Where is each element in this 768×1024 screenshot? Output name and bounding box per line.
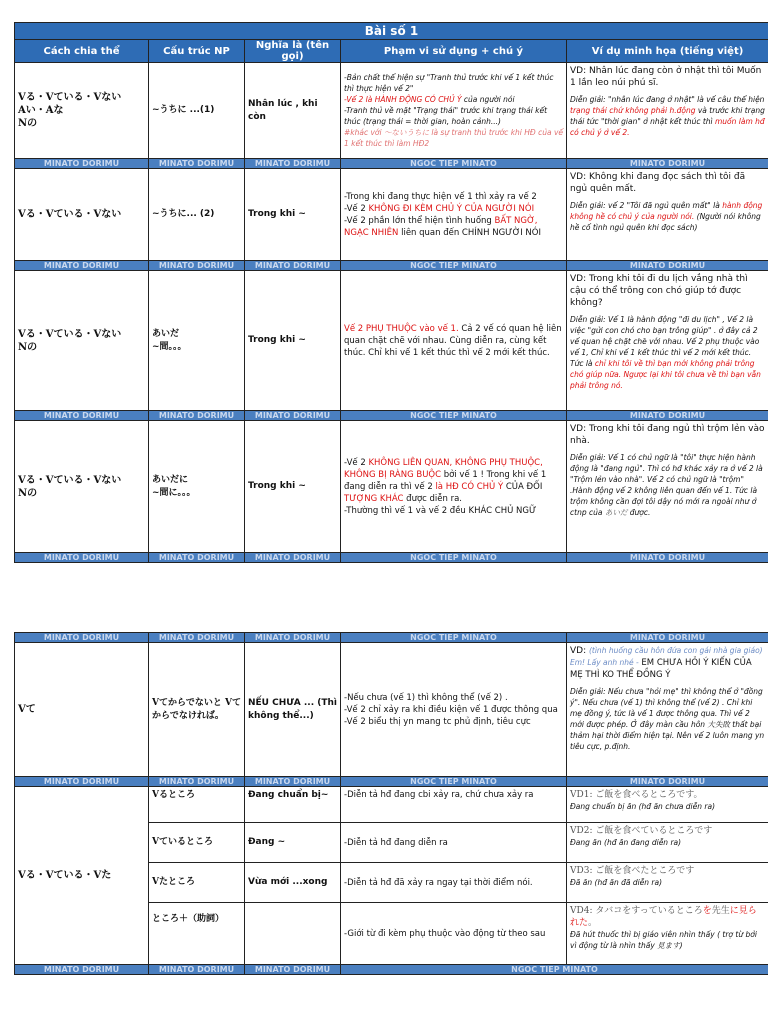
jp-particle: に	[729, 906, 739, 916]
note-text: Diễn giải: Vế 1 là hành động "đi du lịch" , Vế 2 là việc "gửi con chó cho bạn trông giúp" . ở đây cả 2 vế quan hệ chặt chẽ với nhau. Vế 2 phụ thuộc vào vế 1, Chỉ khi vế 1 kết thúc thì vế 2 mới kết thúc. Tức là	[570, 315, 760, 368]
band-label: MINATO DORIMU	[245, 965, 341, 975]
usage-line: -Vế 2 biểu thị yn mang tc phủ định, tiêu cực	[344, 716, 531, 727]
example-jp: VD2: ご飯を食べているところです	[570, 826, 713, 836]
note-highlight: chỉ khi tôi về thì bạn mới không phải trông chó giúp nữa. Ngược lại khi tôi chưa về thì bạn vẫn phải trông nó.	[570, 359, 761, 390]
note-text: Diễn giải: Vế 1 có chủ ngữ là "tôi" thực hiện hành động là "đang ngủ". Thì có hđ khác xảy ra ở vế 2 là "Trộm lẻn vào nhà". Vế 2 có chủ ngữ là "trộm" .Hành động vế 2 không liên quan đến vế 1. Tức là trộm không cần đợi tôi dậy nó mới ra ngoài như ở ctnp của	[570, 453, 763, 517]
example-note	[570, 200, 765, 233]
usage-line: -Nếu chưa (vế 1) thì không thể (vế 2) .	[344, 692, 508, 703]
note-highlight: muốn làm hđ có chủ ý ở vế 2.	[570, 117, 765, 137]
example-text: VD: Không khi đang đọc sách thì tôi đã ngủ quên mất.	[570, 172, 746, 194]
band-label: MINATO DORIMU	[149, 965, 245, 975]
note-text: (Người nói không hề cố tình ngủ quên khi đọc sách)	[570, 212, 761, 232]
usage-cell: -Diễn tả hđ đã xảy ra ngay tại thời điểm nói.	[341, 863, 567, 903]
band-label: MINATO DORIMU	[567, 159, 768, 169]
structure-text: あいだに	[152, 474, 189, 485]
structure-cell	[149, 421, 245, 553]
example-jp: VD3: ご飯を食べたところです	[570, 866, 695, 876]
example-answer: EM CHƯA HỎI Ý KIẾN CỦA MẸ THÌ KO THỂ ĐỒNG Ý	[570, 658, 752, 680]
band-label: MINATO DORIMU	[15, 261, 149, 271]
form-cell: Vる・Vている・Vた	[15, 787, 149, 965]
jp-text: VD4: タバコをすっているところ	[570, 906, 703, 916]
example-cell	[567, 63, 768, 159]
usage-highlight: KHÔNG LIÊN QUAN, KHÔNG PHỤ THUỘC, KHÔNG BỊ RÀNG BUỘC	[344, 457, 543, 480]
note-text: Diễn giải: "nhân lúc đang ở nhật" là vế câu thể hiện	[570, 95, 765, 104]
header-row	[15, 40, 768, 63]
jp-text: 先生	[711, 906, 730, 916]
usage-text: -Vế 2	[344, 457, 369, 468]
structure-cell: Vてからでないと Vてからでなければ。	[149, 643, 245, 777]
usage-cell: -Diễn tả hđ đang cbi xảy ra, chứ chưa xảy ra	[341, 787, 567, 823]
usage-line	[344, 94, 563, 105]
example-vi: Đã ăn (hđ ăn đã diễn ra)	[570, 878, 663, 887]
example-note	[570, 94, 765, 138]
meaning-cell: Trong khi ~	[245, 421, 341, 553]
form-text: Nの	[18, 341, 38, 353]
usage-highlight: -Vế 2 là HÀNH ĐỘNG CÓ CHỦ Ý	[344, 95, 462, 104]
band-label: MINATO DORIMU	[245, 633, 341, 643]
table-row	[15, 643, 768, 777]
watermark-band	[15, 159, 768, 169]
structure-cell: ~うちに... (2)	[149, 169, 245, 261]
band-label: MINATO DORIMU	[567, 553, 768, 563]
usage-line: -Tranh thủ về mặt "Trạng thái" trước khi trạng thái kết thúc (trạng thái = thời gian, hoàn cảnh...)	[344, 106, 548, 126]
structure-cell: Vているところ	[149, 823, 245, 863]
watermark-band	[15, 965, 768, 975]
band-label: MINATO DORIMU	[149, 777, 245, 787]
band-label: MINATO DORIMU	[149, 553, 245, 563]
note-highlight: trạng thái chứ không phải h.động	[570, 106, 696, 115]
structure-text: ~間。。。	[152, 341, 187, 352]
table-row	[15, 169, 768, 261]
table-title: Bài số 1	[15, 23, 768, 40]
header-meaning: Nghĩa là (tên gọi)	[245, 40, 341, 63]
usage-highlight: KHÔNG ĐI KÈM CHỦ Ý CỦA NGƯỜI NÓI	[368, 203, 535, 214]
usage-text: liên quan đến CHÍNH NGƯỜI NÓI	[398, 227, 541, 238]
meaning-cell: NẾU CHƯA ... (Thì không thể...)	[245, 643, 341, 777]
band-label: MINATO DORIMU	[15, 553, 149, 563]
form-cell: Vて	[15, 643, 149, 777]
usage-line	[344, 203, 563, 215]
band-label: MINATO DORIMU	[15, 411, 149, 421]
example-vi	[570, 929, 765, 951]
band-label: MINATO DORIMU	[149, 261, 245, 271]
watermark-band	[15, 633, 768, 643]
example-jp: VD1: ご飯を食べるところです。	[570, 790, 703, 800]
usage-text: -Vế 2	[344, 203, 369, 214]
meaning-cell: Nhân lúc , khi còn	[245, 63, 341, 159]
usage-highlight: BẤT NGỜ, NGẠC NHIÊN	[344, 215, 538, 238]
form-cell	[15, 271, 149, 411]
usage-text: CỦA ĐỐI	[503, 481, 543, 492]
usage-cell	[341, 421, 567, 553]
usage-line	[344, 215, 563, 239]
meaning-cell: Đang chuẩn bị~	[245, 787, 341, 823]
usage-line: -Bản chất thể hiện sự "Tranh thủ trước khi vế 1 kết thúc thì thực hiện vế 2"	[344, 73, 554, 93]
band-label: MINATO DORIMU	[149, 411, 245, 421]
meaning-cell: Vừa mới ...xong	[245, 863, 341, 903]
table-row	[15, 63, 768, 159]
example-text	[570, 657, 765, 681]
usage-highlight: Vế 2 PHỤ THUỘC vào vế 1.	[344, 323, 459, 334]
table-row	[15, 421, 768, 553]
note-highlight: あいだ	[604, 508, 628, 517]
note-highlight: hành động không hề có chủ ý của người nói.	[570, 201, 763, 221]
example-cell	[567, 271, 768, 411]
band-label: NGOC TIEP MINATO	[341, 553, 567, 563]
structure-cell: ~うちに ...(1)	[149, 63, 245, 159]
form-text: Nの	[18, 487, 38, 499]
form-cell	[15, 421, 149, 553]
example-note	[570, 452, 765, 518]
usage-cell: -Diễn tả hđ đang diễn ra	[341, 823, 567, 863]
example-text: VD: Trong khi tôi đang ngủ thì trộm lẻn vào nhà.	[570, 424, 765, 446]
usage-line: -Thường thì vế 1 và vế 2 đều KHÁC CHỦ NGỮ	[344, 505, 537, 516]
meaning-cell	[245, 903, 341, 965]
usage-text: của người nói	[461, 95, 515, 104]
example-context: Em! Lấy anh nhé -	[570, 658, 639, 667]
usage-cell	[341, 63, 567, 159]
vi-text: )	[679, 941, 683, 950]
band-label: MINATO DORIMU	[245, 777, 341, 787]
usage-highlight: TƯỢNG KHÁC	[344, 493, 404, 504]
usage-cell	[341, 643, 567, 777]
jp-text: 。	[588, 918, 598, 928]
note-text: và trước khi trạng thái tức "thời gian" ở nhật kết thúc thì	[570, 106, 765, 126]
example-context: (tình huống cầu hôn đứa con gái nhà gia giáo)	[588, 646, 763, 655]
band-label: MINATO DORIMU	[15, 633, 149, 643]
example-cell	[567, 421, 768, 553]
table-row	[15, 271, 768, 411]
structure-cell: Vるところ	[149, 787, 245, 823]
band-label: MINATO DORIMU	[567, 633, 768, 643]
usage-note: #khác với ～ないうちに là sự tranh thủ trước khi HĐ của vế 1 kết thúc thì làm HĐ2	[344, 128, 563, 148]
example-cell	[567, 169, 768, 261]
example-text	[570, 645, 765, 657]
vi-text: Đã hút thuốc thì bị giáo viên nhìn thấy ( trợ từ bởi vì động từ là nhìn thấy	[570, 930, 757, 950]
meaning-cell: Đang ~	[245, 823, 341, 863]
example-cell	[567, 643, 768, 777]
usage-cell	[341, 271, 567, 411]
band-label: MINATO DORIMU	[15, 159, 149, 169]
example-vi: Đang ăn (hđ ăn đang diễn ra)	[570, 838, 682, 847]
usage-line	[344, 457, 563, 505]
usage-line: -Trong khi đang thực hiện vế 1 thì xảy ra vế 2	[344, 191, 537, 202]
meaning-cell: Trong khi ~	[245, 169, 341, 261]
header-structure: Cấu trúc NP	[149, 40, 245, 63]
watermark-band	[15, 553, 768, 563]
header-form: Cách chia thể	[15, 40, 149, 63]
example-text: VD: Nhân lúc đang còn ở nhật thì tôi Muốn 1 lần leo núi phú sĩ.	[570, 66, 762, 88]
usage-text: bởi vế 1 ! Trong khi vế 1 đang diễn ra thì vế 2	[344, 469, 547, 492]
watermark-band	[15, 261, 768, 271]
usage-text: Cả 2 vế có quan hệ liên quan chặt chẽ với nhau. Cùng diễn ra, cùng kết thúc. Chỉ khi vế 1 kết thúc thì vế 2 mới kết thúc.	[344, 323, 562, 358]
table-row	[15, 787, 768, 823]
header-example: Ví dụ minh họa (tiếng việt)	[567, 40, 768, 63]
band-label: MINATO DORIMU	[567, 261, 768, 271]
jp-verb: 見られた	[570, 906, 757, 928]
structure-text: あいだ	[152, 328, 180, 339]
grammar-table-2	[14, 632, 768, 975]
jp-particle: を	[702, 906, 712, 916]
example-cell	[567, 863, 768, 903]
example-cell	[567, 787, 768, 823]
form-text: Nの	[18, 118, 38, 129]
usage-cell: -Giới từ đi kèm phụ thuộc vào động từ theo sau	[341, 903, 567, 965]
example-cell	[567, 823, 768, 863]
vi-jp: 見ます	[657, 941, 680, 950]
usage-cell	[341, 169, 567, 261]
example-cell	[567, 903, 768, 965]
band-label: NGOC TIEP MINATO	[341, 411, 567, 421]
band-label: MINATO DORIMU	[149, 159, 245, 169]
band-label: NGOC TIEP MINATO	[341, 777, 567, 787]
band-label: MINATO DORIMU	[245, 159, 341, 169]
band-label: NGOC TIEP MINATO	[341, 965, 768, 975]
header-usage: Phạm vi sử dụng + chú ý	[341, 40, 567, 63]
band-label: MINATO DORIMU	[245, 553, 341, 563]
example-note	[570, 314, 765, 391]
structure-cell: Vたところ	[149, 863, 245, 903]
note-text: Diễn giải: vế 2 "Tôi đã ngủ quên mất" là	[570, 201, 723, 210]
band-label: NGOC TIEP MINATO	[341, 261, 567, 271]
band-label: MINATO DORIMU	[567, 411, 768, 421]
band-label: NGOC TIEP MINATO	[341, 633, 567, 643]
watermark-band	[15, 777, 768, 787]
example-vi: Đang chuẩn bị ăn (hđ ăn chưa diễn ra)	[570, 802, 716, 811]
form-text: Vる・Vている・Vない	[18, 328, 122, 340]
example-text: VD: Trong khi tôi đi du lịch vắng nhà thì cậu có thể trông con chó giúp tớ được không?	[570, 274, 748, 308]
form-cell	[15, 63, 149, 159]
example-jp	[570, 905, 765, 929]
example-note: Diễn giải: Nếu chưa "hỏi mẹ" thì không thể ở "đồng ý". Nếu chưa (vế 1) thì không thể (vế 2) . Chỉ khi mẹ đồng ý, tức là vế 1 được thông qua. Thì vế 2 mới được phép. Ở đây màn cầu hôn 大失敗 thất bại thảm hại thời điểm hiện tại. Nên vế 2 luôn mang yn tiêu cực, p.định.	[570, 687, 765, 751]
grammar-table-1	[14, 22, 768, 563]
watermark-band	[15, 411, 768, 421]
form-text: Aい・Aな	[18, 105, 64, 116]
form-text: Vる・Vている・Vない	[18, 474, 122, 486]
band-label: MINATO DORIMU	[245, 261, 341, 271]
example-prefix: VD:	[570, 646, 589, 656]
band-label: MINATO DORIMU	[149, 633, 245, 643]
usage-highlight: là HĐ CÓ CHỦ Ý	[435, 481, 504, 492]
usage-text: -Vế 2 phần lớn thể hiện tình huống	[344, 215, 495, 226]
usage-text: được diễn ra.	[403, 493, 463, 504]
band-label: MINATO DORIMU	[245, 411, 341, 421]
note-text: được.	[627, 508, 651, 517]
meaning-cell: Trong khi ~	[245, 271, 341, 411]
structure-text: ~間に。。。	[152, 487, 196, 498]
band-label: MINATO DORIMU	[15, 777, 149, 787]
usage-line: -Vế 2 chỉ xảy ra khi điều kiện vế 1 được thông qua	[344, 704, 558, 715]
band-label: MINATO DORIMU	[567, 777, 768, 787]
structure-cell	[149, 271, 245, 411]
form-text: Vる・Vている・Vない	[18, 92, 122, 103]
form-cell: Vる・Vている・Vない	[15, 169, 149, 261]
structure-cell: ところ＋（助詞）	[149, 903, 245, 965]
band-label: MINATO DORIMU	[15, 965, 149, 975]
band-label: NGOC TIEP MINATO	[341, 159, 567, 169]
